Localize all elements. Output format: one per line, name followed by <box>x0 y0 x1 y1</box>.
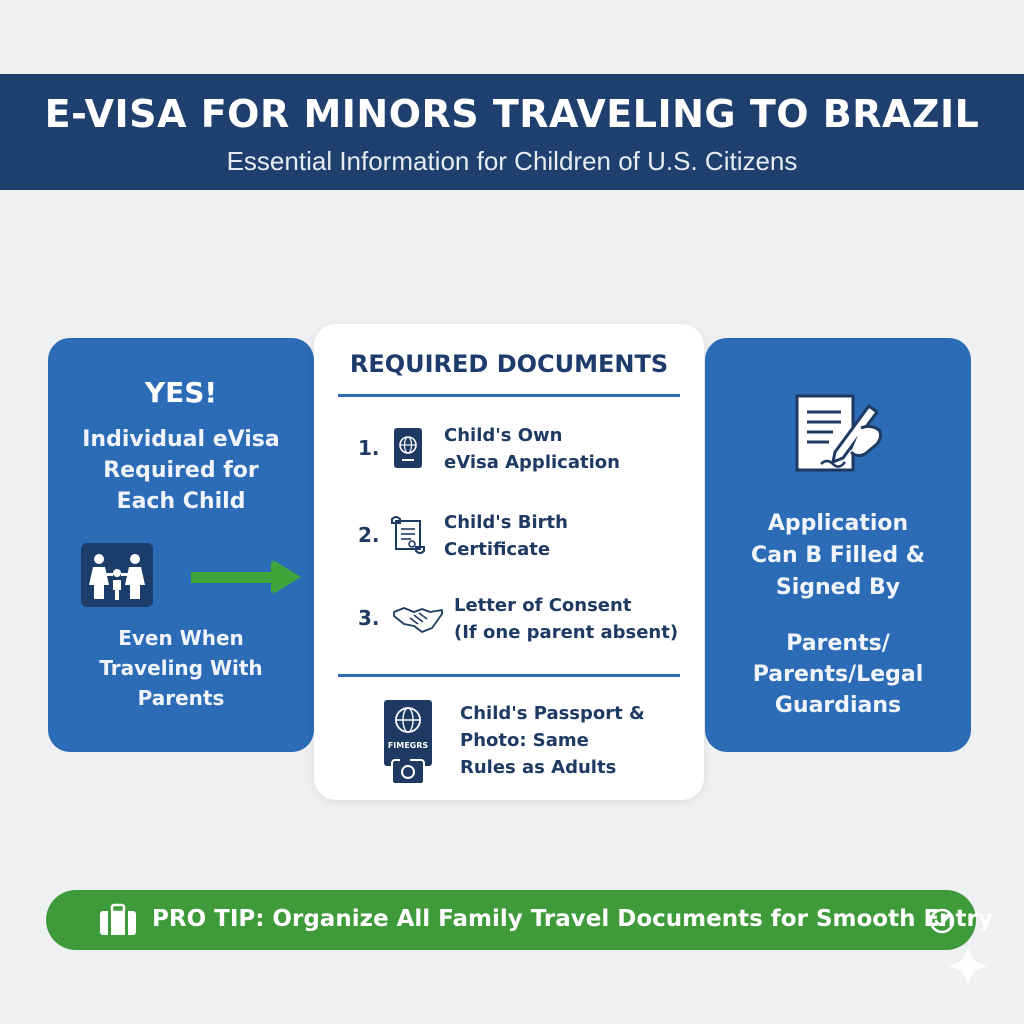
pro-tip-text: PRO TIP: Organize All Family Travel Documents for Smooth Entry <box>152 906 993 932</box>
right-main-line: Application <box>767 511 909 536</box>
individual-evisa-text <box>68 424 294 517</box>
document-label-line: Child's Own <box>444 425 563 446</box>
sparkle-icon <box>944 942 992 990</box>
arrow-right-icon <box>191 558 303 596</box>
item-number: 1. <box>358 436 380 460</box>
passport-camera-icon <box>380 698 436 788</box>
check-circle-icon <box>928 907 956 935</box>
passport-note-line: Rules as Adults <box>460 757 617 778</box>
document-label-line: Child's Birth <box>444 512 568 533</box>
application-filled-text <box>719 508 957 604</box>
documents-title: REQUIRED DOCUMENTS <box>349 350 669 378</box>
minor-evisa-panel <box>48 338 314 752</box>
document-item <box>358 592 688 648</box>
document-label-line: (If one parent absent) <box>454 622 679 643</box>
document-label-line: Certificate <box>444 539 551 560</box>
required-documents-card <box>314 324 704 800</box>
right-foot-line: Parents/Legal <box>752 662 924 687</box>
traveling-with-parents-text <box>56 623 306 713</box>
divider <box>338 674 680 677</box>
document-item <box>358 509 688 565</box>
header-banner <box>0 74 1024 190</box>
left-foot-line: Traveling With Parents <box>99 656 263 710</box>
passport-note-line: Child's Passport & <box>460 703 645 724</box>
left-main-line: Required for <box>103 458 259 483</box>
passport-note-line: Photo: Same <box>460 730 589 751</box>
document-label <box>444 422 620 476</box>
document-label <box>454 592 678 646</box>
item-number: 2. <box>358 523 380 547</box>
application-signing-panel <box>705 338 971 752</box>
right-foot-line: Guardians <box>774 693 902 718</box>
right-foot-line: Parents/ <box>786 631 890 656</box>
passport-cover-label: FIMEGRS <box>387 741 429 750</box>
left-foot-line: Even When <box>118 626 244 650</box>
right-main-line: Signed By <box>775 575 901 600</box>
passport-icon <box>388 426 428 470</box>
passport-photo-note <box>460 700 645 781</box>
family-icon <box>81 543 153 607</box>
yes-heading: YES! <box>144 376 218 409</box>
guardians-text <box>719 628 957 721</box>
document-signing-icon <box>791 386 887 482</box>
document-label-line: Letter of Consent <box>454 595 632 616</box>
handshake-icon <box>392 596 444 640</box>
document-label <box>444 509 568 563</box>
page-subtitle: Essential Information for Children of U.S. Citizens <box>226 146 798 176</box>
left-main-line: Individual eVisa <box>82 427 280 452</box>
left-main-line: Each Child <box>116 489 246 514</box>
item-number: 3. <box>358 606 380 630</box>
document-label-line: eVisa Application <box>444 452 620 473</box>
certificate-scroll-icon <box>388 513 428 557</box>
right-main-line: Can B Filled & <box>751 543 925 568</box>
luggage-icon <box>98 903 138 937</box>
divider <box>338 394 680 397</box>
page-title: E-VISA FOR MINORS TRAVELING TO BRAZIL <box>44 92 980 136</box>
pro-tip-banner <box>46 890 993 950</box>
document-item <box>358 422 688 478</box>
